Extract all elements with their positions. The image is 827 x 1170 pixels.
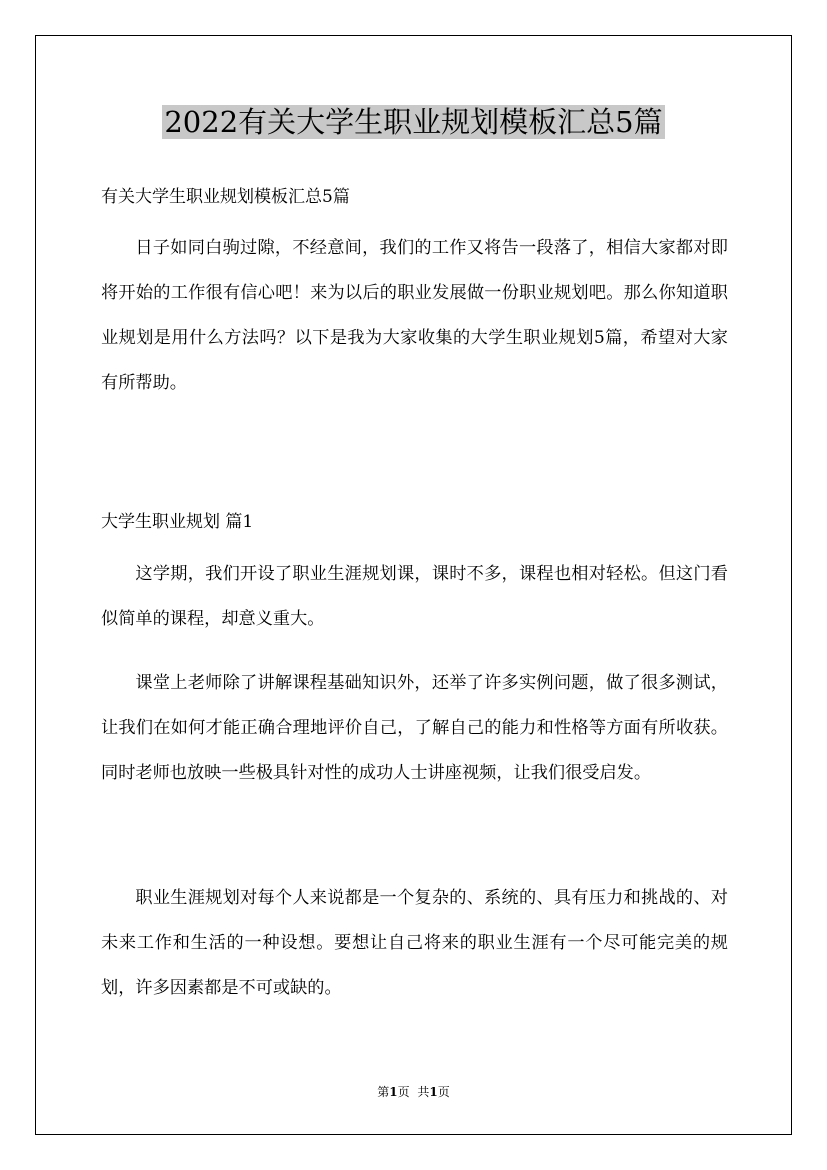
document-title	[0, 100, 827, 144]
body-paragraph: 这学期，我们开设了职业生涯规划课，课时不多，课程也相对轻松。但这门看似简单的课程，却意义重大。	[101, 564, 728, 629]
section-heading: 大学生职业规划 篇1	[101, 512, 254, 532]
footer-page-number: 1	[389, 1085, 398, 1099]
footer-page-prefix: 第	[377, 1085, 390, 1099]
page-footer	[0, 1083, 827, 1100]
document-subtitle: 有关大学生职业规划模板汇总5篇	[101, 187, 350, 207]
footer-total-prefix: 共	[417, 1085, 430, 1099]
body-paragraph: 课堂上老师除了讲解课程基础知识外，还举了许多实例问题，做了很多测试，让我们在如何才能正确合理地评价自己，了解自己的能力和性格等方面有所收获。同时老师也放映一些极具针对性的成功人士讲座视频，让我们很受启发。	[101, 673, 728, 783]
intro-paragraph: 日子如同白驹过隙，不经意间，我们的工作又将告一段落了，相信大家都对即将开始的工作很有信心吧！来为以后的职业发展做一份职业规划吧。那么你知道职业规划是用什么方法吗？以下是我为大家收集的大学生职业规划5篇，希望对大家有所帮助。	[101, 238, 728, 393]
document-title-text: 2022有关大学生职业规划模板汇总5篇	[164, 105, 663, 139]
footer-page-suffix: 页	[397, 1085, 410, 1099]
body-paragraph: 职业生涯规划对每个人来说都是一个复杂的、系统的、具有压力和挑战的、对未来工作和生活的一种设想。要想让自己将来的职业生涯有一个尽可能完美的规划，许多因素都是不可或缺的。	[101, 888, 728, 998]
footer-total-number: 1	[429, 1085, 438, 1099]
footer-total-suffix: 页	[437, 1085, 450, 1099]
